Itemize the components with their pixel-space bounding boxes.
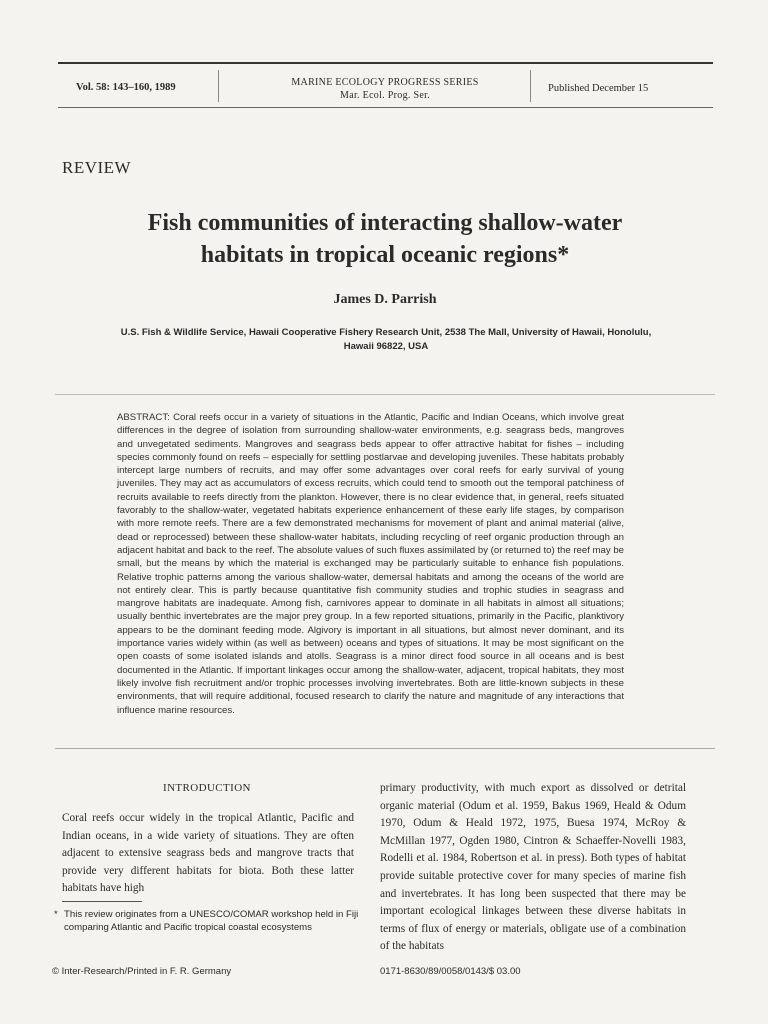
intro-left-column: Coral reefs occur widely in the tropical Atlantic, Pacific and Indian oceans, in a wide variety of situations. They are often adjacent to extensive seagrass beds and mangrove tracts that provide very different habitats for biota. Both these latter habitats have high [62,812,354,894]
journal-title: MARINE ECOLOGY PROGRESS SERIES [291,77,479,88]
introduction-heading: INTRODUCTION [163,782,251,794]
footnote [52,909,362,934]
footnote-marker: * [54,909,58,920]
copyright-line: © Inter-Research/Printed in F. R. Germany [52,966,232,977]
abstract-top-rule [55,394,715,395]
author-name: James D. Parrish [333,292,437,307]
publication-date: Published December 15 [548,83,649,94]
header-top-rule [58,62,713,64]
abstract-bottom-rule [55,748,715,749]
paper-title [60,207,710,271]
intro-right-column: primary productivity, with much export as dissolved or detrital organic material (Odum et al. 1959, Bakus 1969, Heald & Odum 1970, Odum & Heald 1972, 1975, Buesa 1974, McRoy & McMillan 1977, Ogden 1980, Cintron & Schaeffer-Novelli 1983, Rodelli et al. 1984, Robertson et al. in press). Both types of habitat provide suitable protective cover for many species of marine fish and invertebrates. It has long been suspected that there may be important ecological linkages between these diverse habitats in terms of flux of energy or materials, obligate use of a combination of the habitats [380,782,686,953]
volume-info: Vol. 58: 143–160, 1989 [76,82,176,93]
section-label: REVIEW [62,158,132,177]
affiliation-line-2: Hawaii 96822, USA [343,341,429,352]
footnote-rule [62,901,142,902]
header-divider-right [530,70,531,102]
title-line-2: habitats in tropical oceanic regions* [200,242,570,268]
header-bottom-rule [58,107,713,108]
title-line-1: Fish communities of interacting shallow-water [147,210,623,236]
footnote-text: This review originates from a UNESCO/COMAR workshop held in Fiji comparing Atlantic and Pacific tropical coastal ecosystems [64,909,359,933]
author-affiliation [68,326,704,354]
journal-name [260,76,510,102]
header-divider-left [218,70,219,102]
issn-line: 0171-8630/89/0058/0143/$ 03.00 [380,966,521,977]
abstract: ABSTRACT: Coral reefs occur in a variety of situations in the Atlantic, Pacific and Indian Oceans, which involve great differences in the degree of isolation from surrounding shallow-water environments, e.g. seagrass beds, mangroves and unvegetated sediments. Mangroves and seagrass beds appear to offer attractive habitat for fishes – including species commonly found on reefs – especially for settling postlarvae and developing juveniles. These habitats probably intercept large numbers of recruits, and may offer some advantages over coral reefs for early survival of young juveniles. They may act as accumulators of excess recruits, which could tend to smooth out the temporal patchiness of recruits available to reefs directly from the plankton. However, there is no clear evidence that, in general, reefs situated favorably to the shallow-water, vegetated habitats experience enhancement of these early life stages, by comparison with more remote reefs. There are a few demonstrated mechanisms for movement of plant and animal material (alive, dead or reprocessed) between these shallow-water habitats, including recycling of reef organic production through an adjacent habitat and back to the reef. The absolute values of such fluxes assimilated by (or returned to) the reef may be small, but the means by which the material is exchanged may be particularly suitable to enhance fish populations. Relative trophic patterns among the various shallow-water, demersal habitats and among the oceans of the world are not entirely clear. This is partly because quantitative fish community studies and trophic studies in seagrass and mangrove habitats are inadequate. Among fish, carnivores appear to dominate in all habitats in almost all situations; usually benthic invertebrates are the major prey group. In a few reported situations, primarily in the Pacific, planktivory appears to be the dominant feeding mode. Algivory is important in all situations, but almost never dominant, and its importance varies widely within (as well as between) oceans and types of situations. It may be most significant on the open coasts of some isolated islands and atolls. Seagrass is a minor direct food source in all oceans and is best documented in the Atlantic. If important linkages occur among the shallow-water, adjacent, tropical habitats, they most likely involve fish recruitment and/or trophic processes involving invertebrates. Both are little-known subjects in these environments, that will require additional, focused research to clarify the nature and magnitude of any interactions that influence marine resources. [117,412,624,716]
journal-abbrev: Mar. Ecol. Prog. Ser. [340,90,430,101]
affiliation-line-1: U.S. Fish & Wildlife Service, Hawaii Cooperative Fishery Research Unit, 2538 The Mall, University of Hawaii, Honolulu, [120,327,652,338]
